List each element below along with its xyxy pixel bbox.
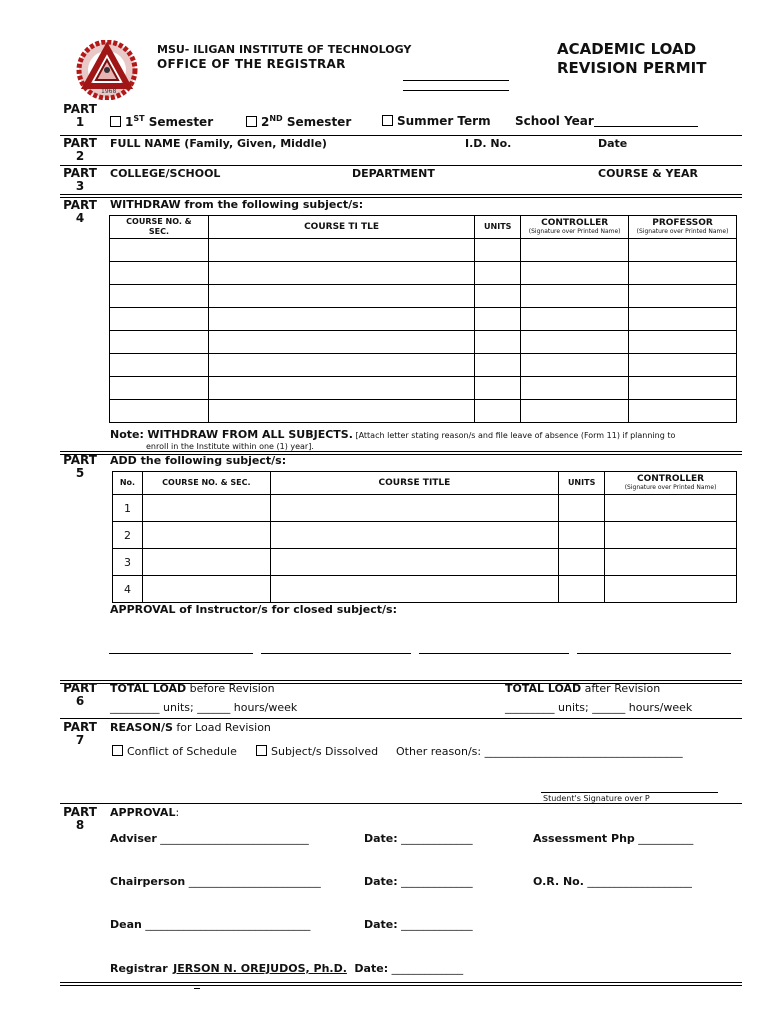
institution-logo (72, 40, 142, 100)
part6-label: PART 6 (63, 681, 97, 708)
row-number: 4 (113, 576, 143, 603)
registrar-name: JERSON N. OREJUDOS, Ph.D. (173, 962, 347, 975)
adviser-signature-field[interactable]: Adviser ___________________________ (110, 832, 309, 845)
professor-cell[interactable] (629, 331, 737, 354)
instructor-signature-line-1[interactable] (109, 653, 253, 654)
units-cell[interactable] (559, 576, 605, 603)
course-no-cell[interactable] (110, 400, 209, 423)
course-no-cell[interactable] (142, 495, 270, 522)
course-title-cell[interactable] (208, 377, 474, 400)
table-row[interactable] (113, 495, 737, 522)
course-no-cell[interactable] (110, 285, 209, 308)
controller-cell[interactable] (521, 239, 629, 262)
withdraw-table-header (110, 216, 737, 239)
controller-cell[interactable] (605, 549, 737, 576)
school-year-label: School Year (515, 114, 594, 128)
date-field-label: Date (598, 137, 628, 150)
subject-dissolved-option[interactable]: Subject/s Dissolved (256, 745, 378, 758)
course-no-cell[interactable] (110, 354, 209, 377)
add-heading: ADD the following subject/s: (110, 454, 287, 467)
department-field-label: DEPARTMENT (352, 167, 435, 180)
logo-year: 1968 (101, 88, 117, 95)
part1-label: PART 1 (63, 102, 97, 129)
units-cell[interactable] (475, 308, 521, 331)
course-year-field-label: COURSE & YEAR (598, 167, 698, 180)
units-cell[interactable] (475, 285, 521, 308)
part8-label: PART 8 (63, 805, 97, 832)
add-table (112, 471, 737, 603)
course-no-cell[interactable] (110, 239, 209, 262)
chairperson-date-field[interactable]: Date: _____________ (364, 875, 473, 888)
professor-cell[interactable] (629, 262, 737, 285)
col-course-no-sec: COURSE NO. & SEC. (110, 216, 209, 239)
instructor-signature-line-2[interactable] (261, 653, 411, 654)
professor-cell[interactable] (629, 354, 737, 377)
col-units: UNITS (475, 216, 521, 239)
registrar-field: Registrar JERSON N. OREJUDOS, Ph.D. Date: _____________ (110, 962, 464, 975)
course-no-cell[interactable] (110, 308, 209, 331)
professor-cell[interactable] (629, 308, 737, 331)
units-cell[interactable] (475, 354, 521, 377)
controller-cell[interactable] (521, 308, 629, 331)
total-load-after-label: TOTAL LOAD after Revision (505, 682, 661, 695)
summer-term-option[interactable]: Summer Term (382, 114, 491, 128)
total-load-before-field[interactable]: _________ units; ______ hours/week (110, 701, 298, 714)
add-table-header (113, 472, 737, 495)
table-row[interactable] (110, 331, 737, 354)
row-number: 1 (113, 495, 143, 522)
course-title-cell[interactable] (270, 576, 558, 603)
student-signature-label: Student's Signature over P (543, 794, 650, 803)
course-title-cell[interactable] (270, 522, 558, 549)
form-title-line2: REVISION PERMIT (557, 59, 707, 77)
course-title-cell[interactable] (208, 354, 474, 377)
institution-name: MSU- ILIGAN INSTITUTE OF TECHNOLOGY (157, 43, 412, 56)
student-signature-line[interactable] (541, 792, 718, 793)
course-title-cell[interactable] (270, 495, 558, 522)
professor-cell[interactable] (629, 285, 737, 308)
table-row[interactable] (113, 576, 737, 603)
dean-date-field[interactable]: Date: _____________ (364, 918, 473, 931)
professor-cell[interactable] (629, 239, 737, 262)
dean-signature-field[interactable]: Dean ______________________________ (110, 918, 311, 931)
course-title-cell[interactable] (208, 331, 474, 354)
course-title-cell[interactable] (208, 285, 474, 308)
col-controller: CONTROLLER (Signature over Printed Name) (605, 472, 737, 495)
professor-cell[interactable] (629, 377, 737, 400)
table-row[interactable] (110, 377, 737, 400)
units-cell[interactable] (475, 331, 521, 354)
other-reason-field[interactable]: Other reason/s: ____________________________________ (396, 745, 683, 758)
college-field-label: COLLEGE/SCHOOL (110, 167, 221, 180)
withdraw-all-note: Note: WITHDRAW FROM ALL SUBJECTS. [Attach letter stating reason/s and file leave of absence (Form 11) if planning to (110, 428, 676, 441)
second-semester-option[interactable]: 2ND Semester (246, 114, 351, 129)
table-row[interactable] (113, 522, 737, 549)
id-no-field-label: I.D. No. (465, 137, 512, 150)
summer-term-checkbox[interactable] (382, 115, 393, 126)
course-no-cell[interactable] (142, 549, 270, 576)
row-number: 2 (113, 522, 143, 549)
course-title-cell[interactable] (208, 262, 474, 285)
full-name-field-label: FULL NAME (Family, Given, Middle) (110, 137, 327, 150)
total-load-after-field[interactable]: _________ units; ______ hours/week (505, 701, 693, 714)
controller-cell[interactable] (605, 522, 737, 549)
table-row[interactable] (113, 549, 737, 576)
controller-cell[interactable] (521, 331, 629, 354)
course-no-cell[interactable] (110, 262, 209, 285)
controller-cell[interactable] (521, 400, 629, 423)
table-row[interactable] (110, 239, 737, 262)
footer-mark (194, 988, 200, 989)
form-title-line1: ACADEMIC LOAD (557, 40, 697, 58)
divider (60, 165, 742, 166)
col-no: No. (113, 472, 143, 495)
course-title-cell[interactable] (270, 549, 558, 576)
table-row[interactable] (110, 354, 737, 377)
divider (60, 718, 742, 719)
units-cell[interactable] (475, 377, 521, 400)
part2-label: PART 2 (63, 136, 97, 163)
controller-cell[interactable] (521, 262, 629, 285)
course-no-cell[interactable] (142, 522, 270, 549)
controller-cell[interactable] (521, 377, 629, 400)
first-semester-checkbox[interactable] (110, 116, 121, 127)
conflict-of-schedule-checkbox[interactable] (112, 745, 123, 756)
header-blank-line[interactable] (403, 80, 509, 81)
controller-cell[interactable] (605, 576, 737, 603)
withdraw-heading: WITHDRAW from the following subject/s: (110, 198, 364, 211)
second-semester-checkbox[interactable] (246, 116, 257, 127)
divider (60, 803, 742, 804)
row-number: 3 (113, 549, 143, 576)
adviser-date-field[interactable]: Date: _____________ (364, 832, 473, 845)
divider (60, 982, 742, 986)
total-load-before-label: TOTAL LOAD before Revision (110, 682, 275, 695)
course-no-cell[interactable] (110, 377, 209, 400)
col-course-no-sec: COURSE NO. & SEC. (142, 472, 270, 495)
part5-label: PART 5 (63, 453, 97, 480)
units-cell[interactable] (559, 522, 605, 549)
subject-dissolved-checkbox[interactable] (256, 745, 267, 756)
col-professor: PROFESSOR (Signature over Printed Name) (629, 216, 737, 239)
units-cell[interactable] (475, 262, 521, 285)
course-title-cell[interactable] (208, 400, 474, 423)
first-semester-option[interactable]: 1ST Semester (110, 114, 213, 129)
school-year-field[interactable] (594, 126, 698, 127)
table-row[interactable] (110, 285, 737, 308)
col-units: UNITS (559, 472, 605, 495)
controller-cell[interactable] (605, 495, 737, 522)
col-course-title: COURSE TI TLE (208, 216, 474, 239)
office-name: OFFICE OF THE REGISTRAR (157, 57, 346, 71)
approval-heading: APPROVAL: (110, 806, 180, 819)
course-no-cell[interactable] (110, 331, 209, 354)
part4-label: PART 4 (63, 198, 97, 225)
table-row[interactable] (110, 308, 737, 331)
instructor-approval-heading: APPROVAL of Instructor/s for closed subject/s: (110, 603, 397, 616)
units-cell[interactable] (475, 239, 521, 262)
assessment-field[interactable]: Assessment Php __________ (533, 832, 694, 845)
course-title-cell[interactable] (208, 308, 474, 331)
divider (60, 135, 742, 136)
table-row[interactable] (110, 400, 737, 423)
units-cell[interactable] (559, 549, 605, 576)
reason-heading: REASON/S for Load Revision (110, 721, 271, 734)
units-cell[interactable] (559, 495, 605, 522)
withdraw-all-note-line2: enroll in the Institute within one (1) year]. (146, 442, 314, 451)
instructor-signature-line-3[interactable] (419, 653, 569, 654)
chairperson-signature-field[interactable]: Chairperson ________________________ (110, 875, 321, 888)
controller-cell[interactable] (521, 285, 629, 308)
controller-cell[interactable] (521, 354, 629, 377)
course-title-cell[interactable] (208, 239, 474, 262)
part3-label: PART 3 (63, 166, 97, 193)
col-controller: CONTROLLER (Signature over Printed Name) (521, 216, 629, 239)
instructor-signature-line-4[interactable] (577, 653, 731, 654)
conflict-of-schedule-option[interactable]: Conflict of Schedule (112, 745, 237, 758)
withdraw-table (109, 215, 737, 423)
units-cell[interactable] (475, 400, 521, 423)
table-row[interactable] (110, 262, 737, 285)
course-no-cell[interactable] (142, 576, 270, 603)
or-no-field[interactable]: O.R. No. ___________________ (533, 875, 692, 888)
registrar-date-field[interactable]: _____________ (391, 962, 464, 975)
part7-label: PART 7 (63, 720, 97, 747)
header-blank-line-2[interactable] (403, 90, 509, 91)
col-course-title: COURSE TITLE (270, 472, 558, 495)
professor-cell[interactable] (629, 400, 737, 423)
